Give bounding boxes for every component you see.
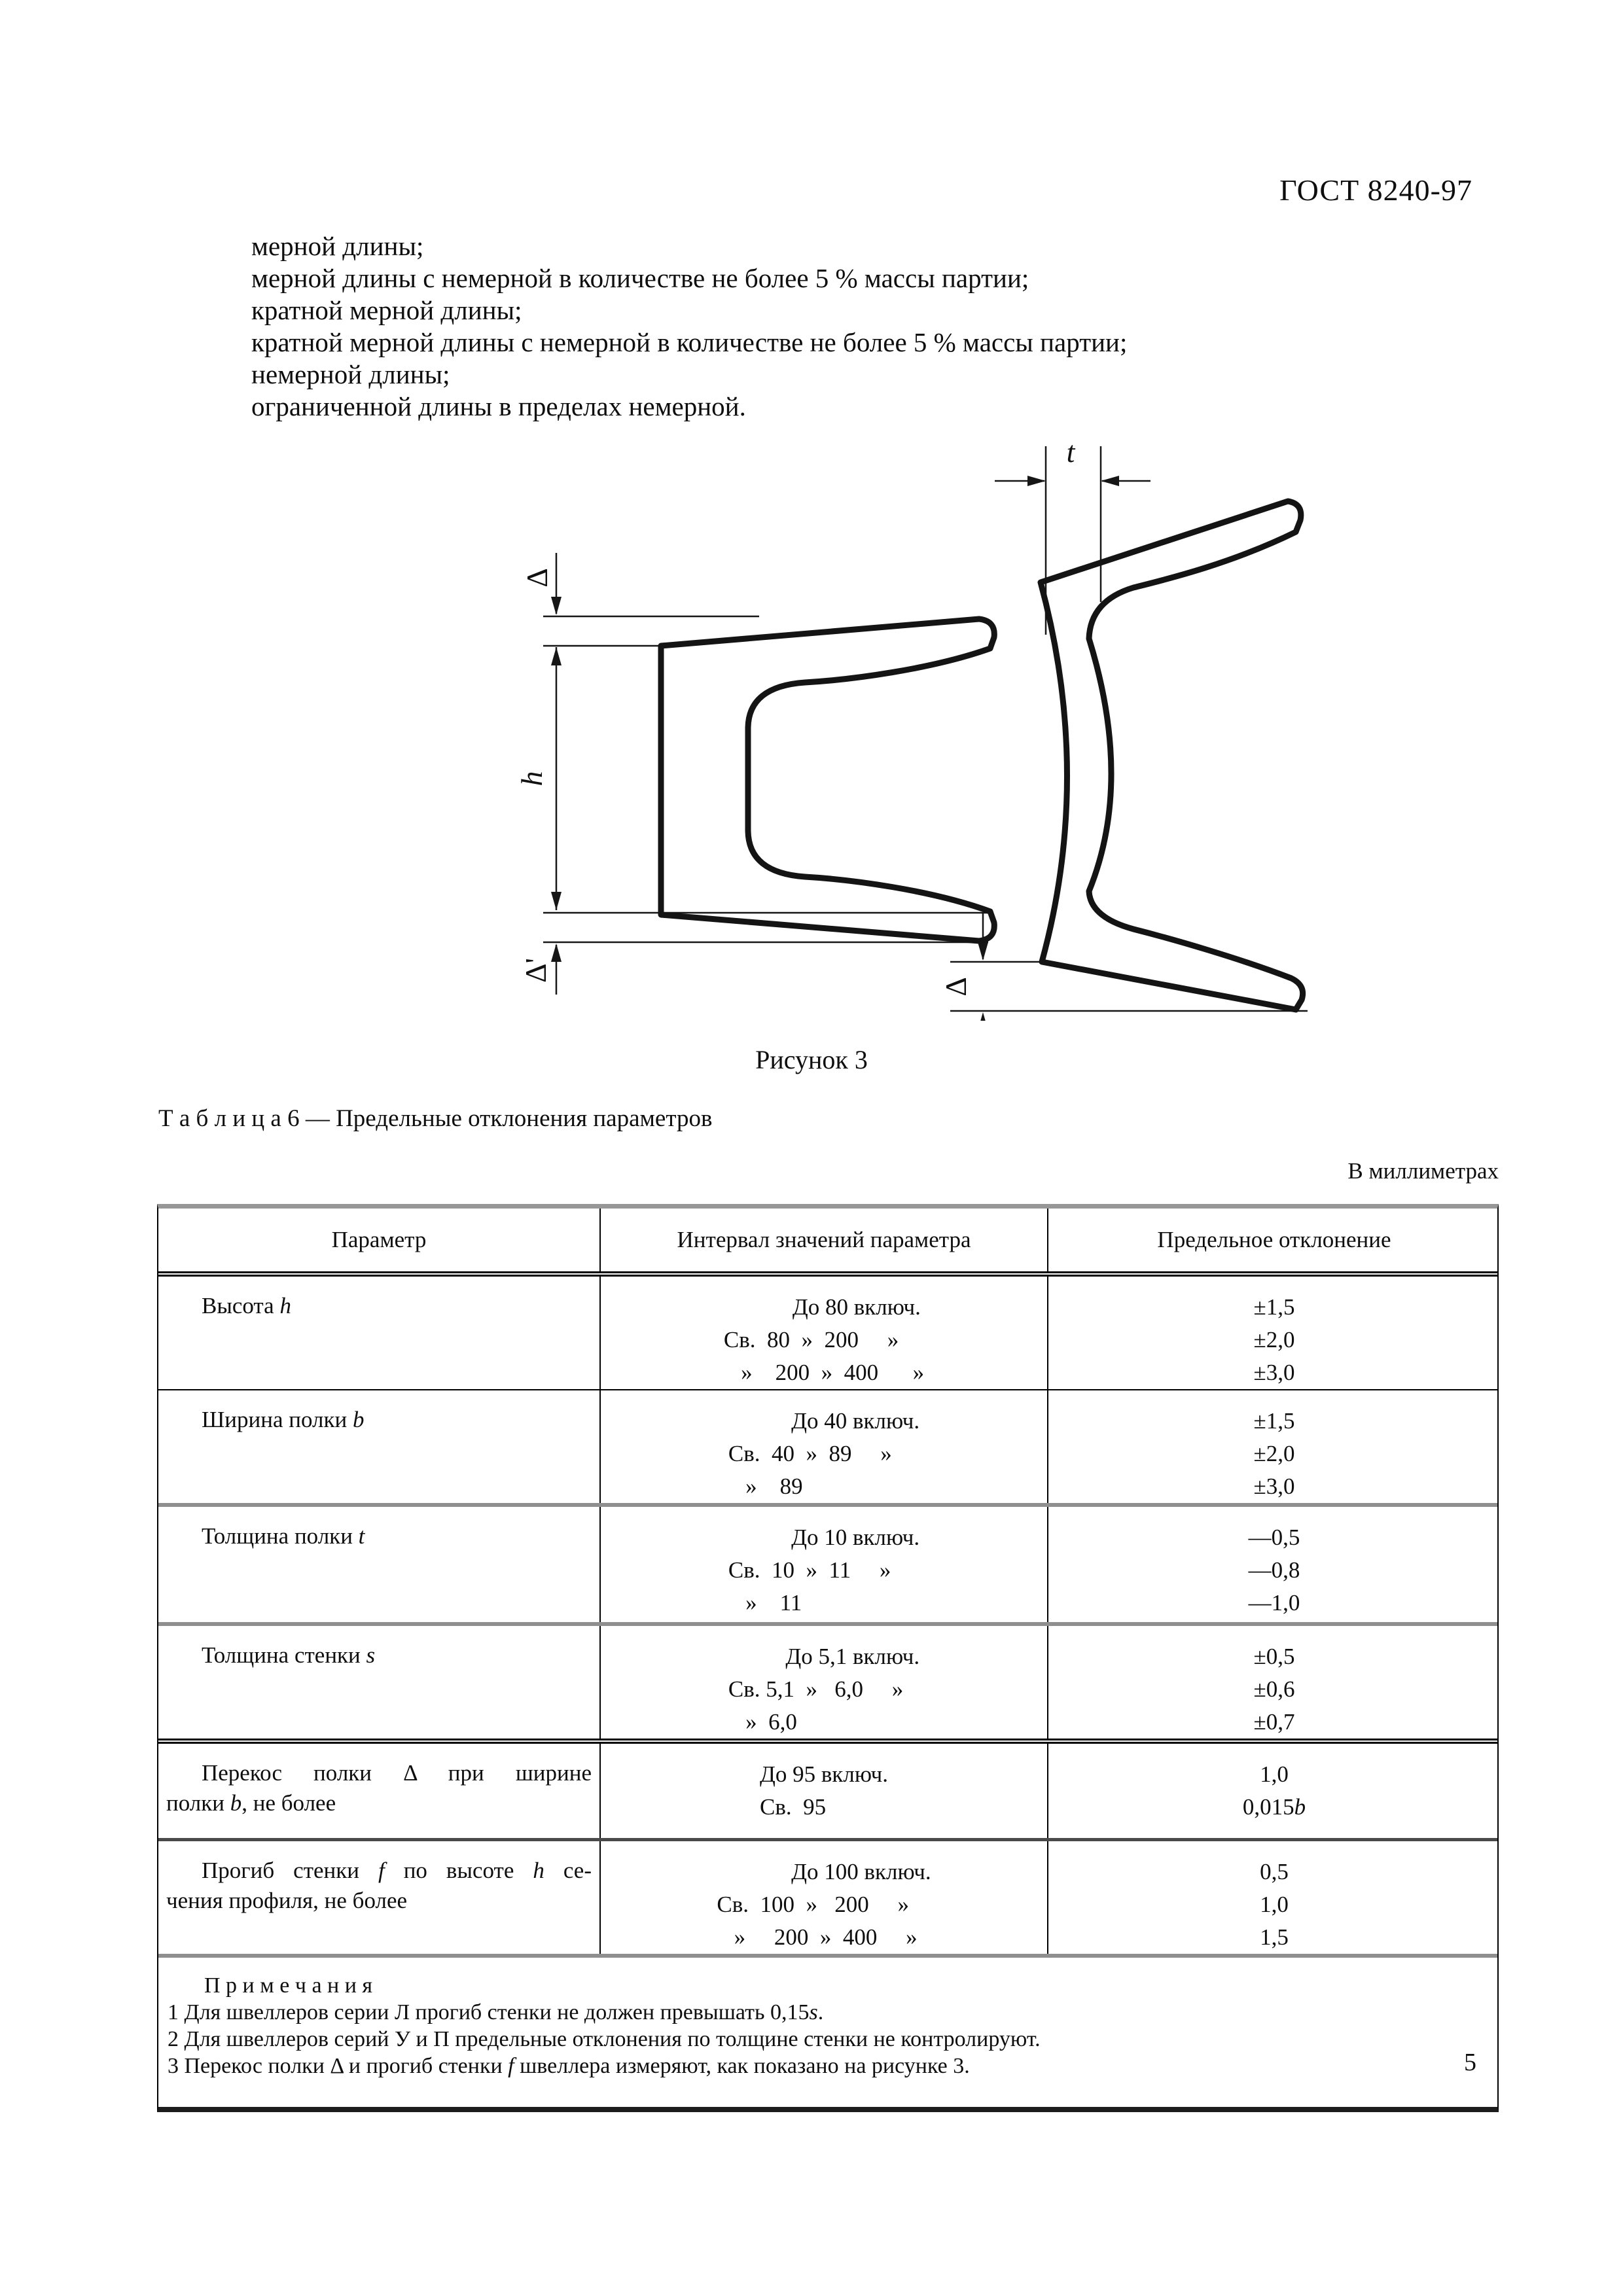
dimension-arrows: [551, 476, 1119, 1021]
intro-line: немерной длины;: [251, 359, 450, 389]
parameter-cell: Толщина полки t: [158, 1507, 601, 1622]
table-row: [158, 1626, 1497, 1744]
interval-cell: До 80 включ. Св. 80 » 200 » » 200 » 400 »: [601, 1277, 1048, 1389]
deviation-cell: —0,5 —0,8 —1,0: [1248, 1525, 1300, 1616]
intro-line: кратной мерной длины с немерной в количестве не более 5 % массы партии;: [251, 327, 1128, 357]
table-row: [158, 1390, 1497, 1507]
delta-prime-label: Δ': [519, 958, 552, 983]
table-row: [158, 1744, 1497, 1841]
interval-cell: До 5,1 включ. Св. 5,1 » 6,0 » » 6,0: [601, 1626, 1048, 1739]
figure-caption: Рисунок 3: [755, 1045, 868, 1074]
table-row: [158, 1841, 1497, 1958]
deviation-cell: 0,5 1,0 1,5: [1260, 1859, 1289, 1950]
column-header-deviation: Предельное отклонение: [1157, 1227, 1391, 1252]
thickness-label: t: [1066, 435, 1075, 468]
doc-code: ГОСТ 8240-97: [1279, 173, 1472, 207]
intro-line: мерной длины;: [251, 231, 424, 261]
intro-line: мерной длины с немерной в количестве не более 5 % массы партии;: [251, 263, 1029, 293]
intro-line: ограниченной длины в пределах немерной.: [251, 391, 746, 421]
deviation-cell: ±1,5 ±2,0 ±3,0: [1253, 1408, 1295, 1499]
intro-list: [251, 230, 1127, 423]
left-channel-section: [661, 619, 994, 941]
page-number: 5: [1464, 2049, 1476, 2076]
delta-top-label: Δ: [520, 568, 554, 588]
deviation-cell: ±1,5 ±2,0 ±3,0: [1253, 1294, 1295, 1385]
delta-bottom-label: Δ: [939, 977, 972, 997]
note-item: 2 Для швеллеров серий У и П предельные отклонения по толщине стенки не контролируют.: [168, 2027, 1041, 2051]
table-header-row: [158, 1209, 1497, 1277]
parameter-cell: Прогиб стенки f по высоте h се- чения профиля, не более: [158, 1841, 601, 1954]
right-channel-section: [1041, 501, 1303, 1010]
table-row: [158, 1277, 1497, 1390]
column-header-interval: Интервал значений параметра: [601, 1209, 1048, 1271]
parameter-cell: Высота h: [158, 1277, 601, 1389]
table-row: [158, 1507, 1497, 1626]
interval-cell: До 95 включ. Св. 95: [601, 1744, 1048, 1838]
intro-line: кратной мерной длины;: [251, 295, 522, 325]
interval-cell: До 40 включ. Св. 40 » 89 » » 89: [601, 1390, 1048, 1503]
deviation-cell: ±0,5 ±0,6 ±0,7: [1253, 1644, 1295, 1735]
parameter-cell: Перекос полки Δ при ширине полки b, не более: [158, 1744, 601, 1838]
deviation-cell: 1,0 0,015b: [1242, 1761, 1306, 1820]
note-item: 3 Перекос полки Δ и прогиб стенки f швеллера измеряют, как показано на рисунке 3.: [168, 2054, 970, 2078]
figure-3: [452, 419, 1374, 1021]
notes-heading: П р и м е ч а н и я: [204, 1973, 373, 1998]
note-item: 1 Для швеллеров серии Л прогиб стенки не должен превышать 0,15s.: [168, 2000, 824, 2024]
interval-cell: До 10 включ. Св. 10 » 11 » » 11: [601, 1507, 1048, 1622]
table-notes: [158, 1958, 1497, 2107]
height-label: h: [515, 771, 548, 786]
parameter-cell: Ширина полки b: [158, 1390, 601, 1503]
channel-sections: [661, 501, 1303, 1010]
parameter-cell: Толщина стенки s: [158, 1626, 601, 1739]
channel-profiles-drawing: [452, 419, 1374, 1021]
table-units: В миллиметрах: [1347, 1158, 1499, 1184]
table-6: [157, 1204, 1499, 2112]
column-header-parameter: Параметр: [158, 1209, 601, 1271]
interval-cell: До 100 включ. Св. 100 » 200 » » 200 » 400 »: [601, 1841, 1048, 1954]
table-title: Т а б л и ц а 6 — Предельные отклонения параметров: [158, 1105, 713, 1132]
